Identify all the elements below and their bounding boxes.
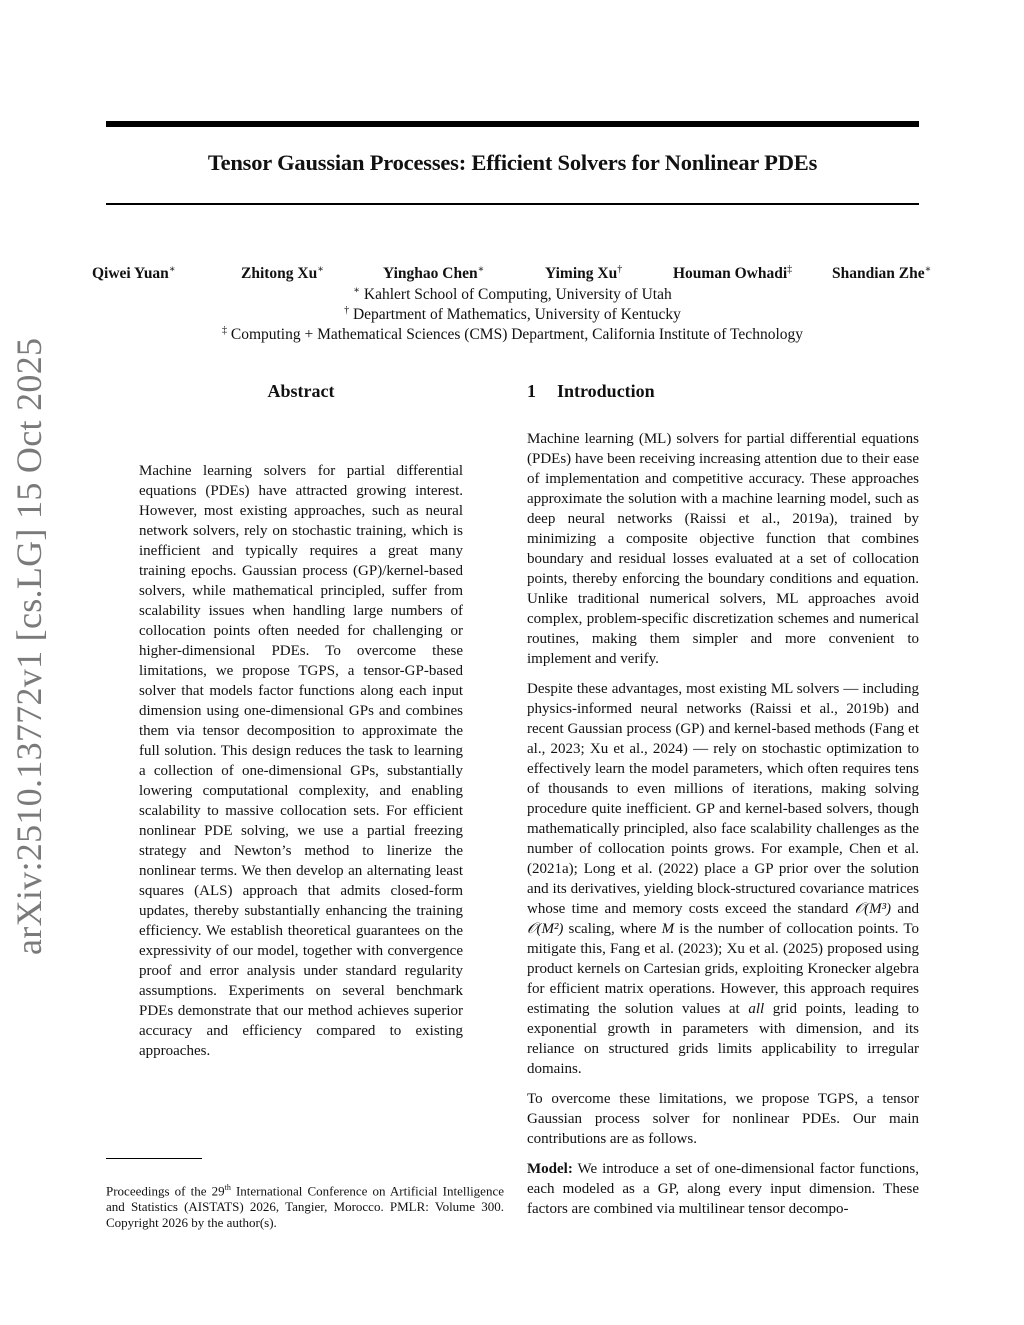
intro-paragraph-4: Model: We introduce a set of one-dimensional factor functions, each modeled as a GP, along every input dimension. These factors are combined via multilinear tensor decompo- — [527, 1161, 919, 1217]
section-number: 1 — [527, 381, 536, 401]
introduction-body — [527, 429, 919, 1229]
proceedings-footnote: Proceedings of the 29th International Conference on Artificial Intelligence and Statistics (AISTATS) 2026, Tangier, Morocco. PMLR: Volume 300. Copyright 2026 by the author(s). — [106, 1183, 504, 1231]
section-title: Introduction — [557, 381, 655, 401]
paper-title: Tensor Gaussian Processes: Efficient Solvers for Nonlinear PDEs — [207, 150, 818, 175]
introduction-heading — [527, 381, 655, 402]
affiliation: ∗ Kahlert School of Computing, University of Utah — [353, 285, 672, 304]
arxiv-stamp: arXiv:2510.13772v1 [cs.LG] 15 Oct 2025 — [9, 337, 49, 955]
intro-paragraph-3: To overcome these limitations, we propose TGPS, a tensor Gaussian process solver for nonlinear PDEs. Our main contributions are as follows. — [527, 1091, 919, 1147]
footnote-rule — [106, 1158, 202, 1159]
intro-paragraph-2: Despite these advantages, most existing ML solvers — including physics-informed neural networks (Raissi et al., 2019b) and recent Gaussian process (GP) and kernel-based methods (Fang et al., 2023; Xu et al., 2024) — rely on stochastic optimization to effectively learn the model parameters, which often requires tens of thousands to even millions of iterations, making solving procedure quite inefficient. GP and kernel-based solvers, though mathematically principled, also face scalability challenges as the number of collocation points grows. For example, Chen et al. (2021a); Long et al. (2022) place a GP prior over the solution and its derivatives, yielding block-structured covariance matrices whose time and memory costs exceed the standard 𝒪(M³) and 𝒪(M²) scaling, where M is the number of collocation points. To mitigate this, Fang et al. (2023); Xu et al. (2025) proposed using product kernels on Cartesian grids, exploiting Kronecker algebra for efficient matrix operations. However, this approach requires estimating the solution values at all grid points, leading to exponential growth in parameters with dimension, and its reliance on structured grids limits applicability to irregular domains. — [527, 681, 919, 1077]
author: Zhitong Xu∗ — [241, 264, 325, 283]
intro-paragraph-1: Machine learning (ML) solvers for partial differential equations (PDEs) have been receiving increasing attention due to their ease of implementation and competitive accuracy. These approaches approximate the solution with a machine learning model, such as deep neural networks (Raissi et al., 2019a), trained by minimizing a composite objective function that combines boundary and residual losses evaluated at a set of collocation points, thereby enforcing the boundary conditions and equation. Unlike traditional numerical solvers, ML approaches avoid complex, problem-specific discretization schemes and numerical routines, making them simpler and more convenient to implement and verify. — [527, 431, 919, 667]
affiliation: ‡ Computing + Mathematical Sciences (CMS) Department, California Institute of Technology — [221, 325, 803, 344]
abstract-heading: Abstract — [267, 381, 335, 401]
author-list — [0, 264, 1024, 286]
author: Yinghao Chen∗ — [383, 264, 485, 283]
title-top-rule — [106, 121, 919, 127]
author: Yiming Xu† — [545, 264, 623, 283]
abstract-text: Machine learning solvers for partial differential equations (PDEs) have attracted growing interest. However, most existing approaches, such as neural network solvers, rely on stochastic training, which is inefficient and typically requires a great many training epochs. Gaussian process (GP)/kernel-based solvers, while mathematical principled, suffer from scalability issues when handling large numbers of collocation points often needed for challenging or higher-dimensional PDEs. To overcome these limitations, we propose TGPS, a tensor-GP-based solver that models factor functions along each input dimension using one-dimensional GPs and combines them via tensor decomposition to approximate the full solution. This design reduces the task to learning a collection of one-dimensional GPs, substantially lowering computational complexity, and enabling scalability to massive collocation sets. For efficient nonlinear PDE solving, we use a partial freezing strategy and Newton’s method to linerize the nonlinear terms. We then develop an alternating least squares (ALS) approach that admits closed-form updates, thereby substantially enhancing the training efficiency. We establish theoretical guarantees on the expressivity of our model, together with convergence proof and error analysis under standard regularity assumptions. Experiments on several benchmark PDEs demonstrate that our method achieves superior accuracy and efficiency compared to existing approaches. — [139, 463, 463, 1059]
title-bottom-rule — [106, 203, 919, 205]
author: Shandian Zhe∗ — [832, 264, 932, 283]
affiliation: † Department of Mathematics, University of Kentucky — [344, 305, 681, 324]
author: Qiwei Yuan∗ — [92, 264, 176, 283]
author: Houman Owhadi‡ — [673, 264, 793, 283]
